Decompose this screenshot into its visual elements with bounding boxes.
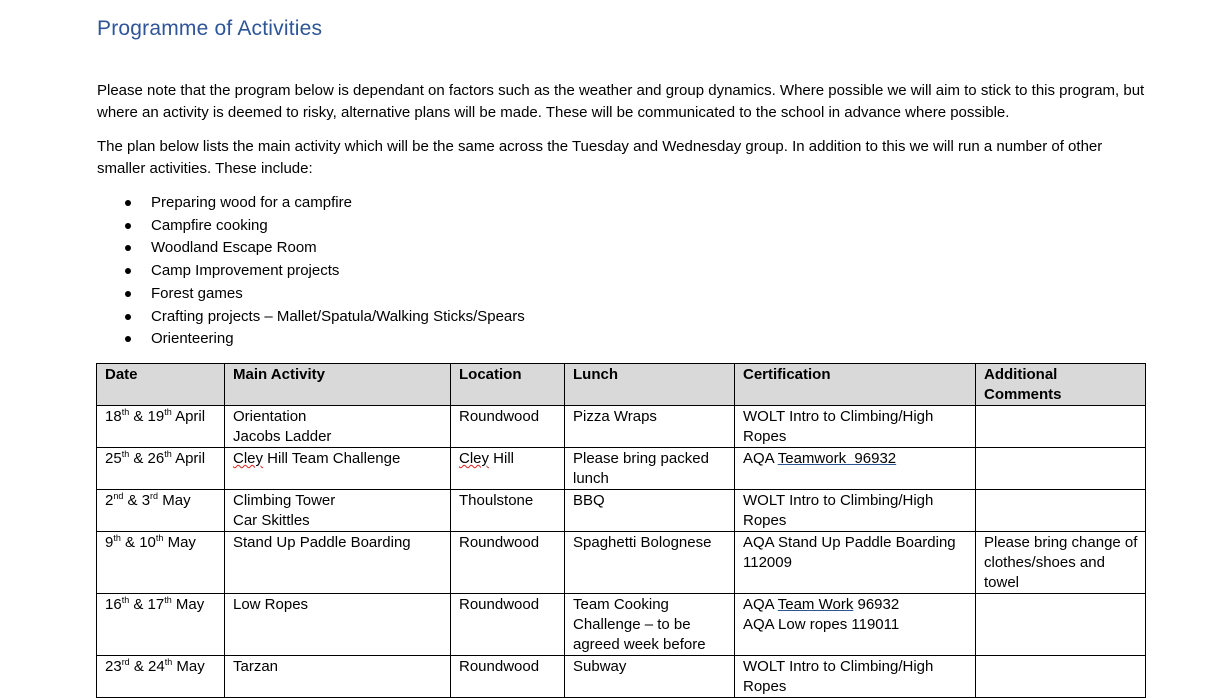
activity-cell: Tarzan xyxy=(225,656,451,698)
location-cell: Roundwood xyxy=(451,594,565,656)
location-cell: Roundwood xyxy=(451,532,565,594)
list-item: Woodland Escape Room xyxy=(97,237,525,260)
location-cell: Roundwood xyxy=(451,656,565,698)
column-header-comments: Additional Comments xyxy=(976,364,1146,406)
date-cell: 9th & 10th May xyxy=(97,532,225,594)
lunch-cell: Subway xyxy=(565,656,735,698)
lunch-cell: Team Cooking Challenge – to be agreed week before xyxy=(565,594,735,656)
activities-list xyxy=(97,192,525,351)
date-cell: 16th & 17th May xyxy=(97,594,225,656)
comments-cell xyxy=(976,448,1146,490)
certification-cell: WOLT Intro to Climbing/High Ropes xyxy=(735,406,976,448)
activity-cell: Stand Up Paddle Boarding xyxy=(225,532,451,594)
column-header-date: Date xyxy=(97,364,225,406)
comments-cell: Please bring change of clothes/shoes and towel xyxy=(976,532,1146,594)
activity-cell: Cley Hill Team Challenge xyxy=(225,448,451,490)
activity-cell: Orientation Jacobs Ladder xyxy=(225,406,451,448)
bullet-icon xyxy=(125,314,131,320)
column-header-certification: Certification xyxy=(735,364,976,406)
column-header-location: Location xyxy=(451,364,565,406)
location-cell: Roundwood xyxy=(451,406,565,448)
location-cell: Cley Hill xyxy=(451,448,565,490)
teamwork-link[interactable]: Teamwork 96932 xyxy=(777,450,897,467)
table-row xyxy=(97,406,1146,448)
certification-cell: WOLT Intro to Climbing/High Ropes xyxy=(735,656,976,698)
bullet-icon xyxy=(125,268,131,274)
certification-cell: AQA Team Work 96932 AQA Low ropes 119011 xyxy=(735,594,976,656)
table-row xyxy=(97,490,1146,532)
table-row xyxy=(97,532,1146,594)
list-item: Crafting projects – Mallet/Spatula/Walking Sticks/Spears xyxy=(97,306,525,329)
list-item: Campfire cooking xyxy=(97,215,525,238)
page-title: Programme of Activities xyxy=(97,17,323,40)
bullet-icon xyxy=(125,245,131,251)
certification-cell: AQA Stand Up Paddle Boarding 112009 xyxy=(735,532,976,594)
plan-paragraph: The plan below lists the main activity which will be the same across the Tuesday and Wednesday group. In addition to this we will run a number of other smaller activities. These include: xyxy=(97,138,1103,177)
list-item: Preparing wood for a campfire xyxy=(97,192,525,215)
bullet-icon xyxy=(125,291,131,297)
comments-cell xyxy=(976,406,1146,448)
column-header-activity: Main Activity xyxy=(225,364,451,406)
lunch-cell: BBQ xyxy=(565,490,735,532)
comments-cell xyxy=(976,656,1146,698)
certification-cell: WOLT Intro to Climbing/High Ropes xyxy=(735,490,976,532)
date-cell: 18th & 19th April xyxy=(97,406,225,448)
list-item: Forest games xyxy=(97,283,525,306)
column-header-lunch: Lunch xyxy=(565,364,735,406)
programme-table xyxy=(96,363,1146,698)
team-work-link[interactable]: Team Work xyxy=(777,596,854,613)
certification-cell: AQA Teamwork 96932 xyxy=(735,448,976,490)
comments-cell xyxy=(976,594,1146,656)
bullet-icon xyxy=(125,336,131,342)
table-row xyxy=(97,448,1146,490)
table-header-row xyxy=(97,364,1146,406)
bullet-icon xyxy=(125,223,131,229)
table-row xyxy=(97,594,1146,656)
table-row xyxy=(97,656,1146,698)
location-cell: Thoulstone xyxy=(451,490,565,532)
date-cell: 25th & 26th April xyxy=(97,448,225,490)
date-cell: 23rd & 24th May xyxy=(97,656,225,698)
bullet-icon xyxy=(125,200,131,206)
activity-cell: Low Ropes xyxy=(225,594,451,656)
lunch-cell: Spaghetti Bolognese xyxy=(565,532,735,594)
lunch-cell: Please bring packed lunch xyxy=(565,448,735,490)
comments-cell xyxy=(976,490,1146,532)
list-item: Camp Improvement projects xyxy=(97,260,525,283)
activity-cell: Climbing Tower Car Skittles xyxy=(225,490,451,532)
list-item: Orienteering xyxy=(97,328,525,351)
date-cell: 2nd & 3rd May xyxy=(97,490,225,532)
intro-paragraph: Please note that the program below is dependant on factors such as the weather and group dynamics. Where possible we will aim to stick to this program, but where an activity is deemed to risky, alternative plans will be made. These will be communicated to the school in advance where possible. xyxy=(97,82,1145,121)
lunch-cell: Pizza Wraps xyxy=(565,406,735,448)
